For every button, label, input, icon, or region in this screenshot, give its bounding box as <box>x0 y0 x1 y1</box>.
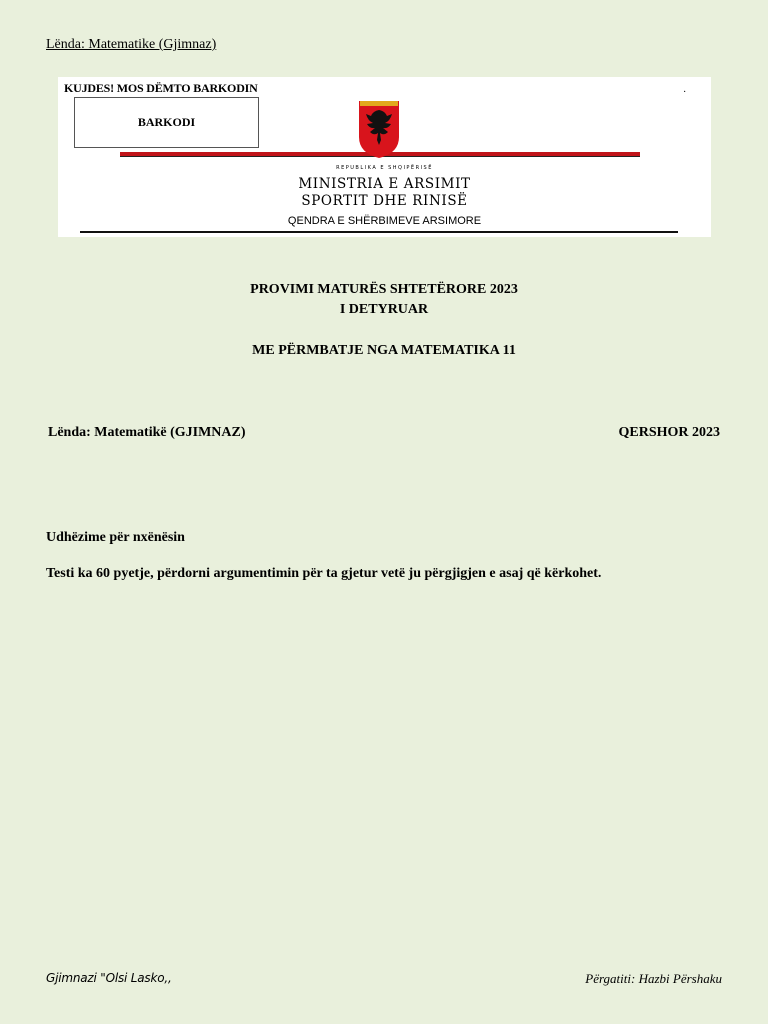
subject-label: Lënda: Matematikë (GJIMNAZ) <box>48 425 246 440</box>
exam-type: I DETYRUAR <box>339 302 429 317</box>
top-subject-label: Lënda: Matematike (Gjimnaz) <box>46 37 217 52</box>
barcode-box <box>74 97 259 148</box>
barcode-warning: KUJDES! MOS DËMTO BARKODIN <box>64 81 258 95</box>
education-center-name: QENDRA E SHËRBIMEVE ARSIMORE <box>287 215 482 227</box>
header-mark: · <box>683 87 687 98</box>
ministry-name: MINISTRIA E ARSIMIT <box>298 176 471 192</box>
exam-title: PROVIMI MATURËS SHTETËRORE 2023 <box>250 282 518 297</box>
instructions-text: Testi ka 60 pyetje, përdorni argumentimin për ta gjetur vetë ju përgjigjen e asaj që kërkohet. <box>46 566 602 581</box>
republic-label: REPUBLIKA E SHQIPËRISË <box>336 165 433 171</box>
exam-content: ME PËRMBATJE NGA MATEMATIKA 11 <box>252 343 516 358</box>
barcode-label: BARKODI <box>137 115 196 129</box>
ministry-name-line2: SPORTIT DHE RINISË <box>301 193 468 209</box>
footer-school: Gjimnazi "Olsi Lasko,, <box>46 971 172 985</box>
albanian-eagle-icon <box>357 97 401 159</box>
exam-date: QERSHOR 2023 <box>618 425 720 440</box>
instructions-heading: Udhëzime për nxënësin <box>46 530 185 545</box>
header-bottom-divider <box>80 231 678 233</box>
footer-author: Përgatiti: Hazbi Përshaku <box>585 971 722 986</box>
ministry-header <box>58 77 711 237</box>
